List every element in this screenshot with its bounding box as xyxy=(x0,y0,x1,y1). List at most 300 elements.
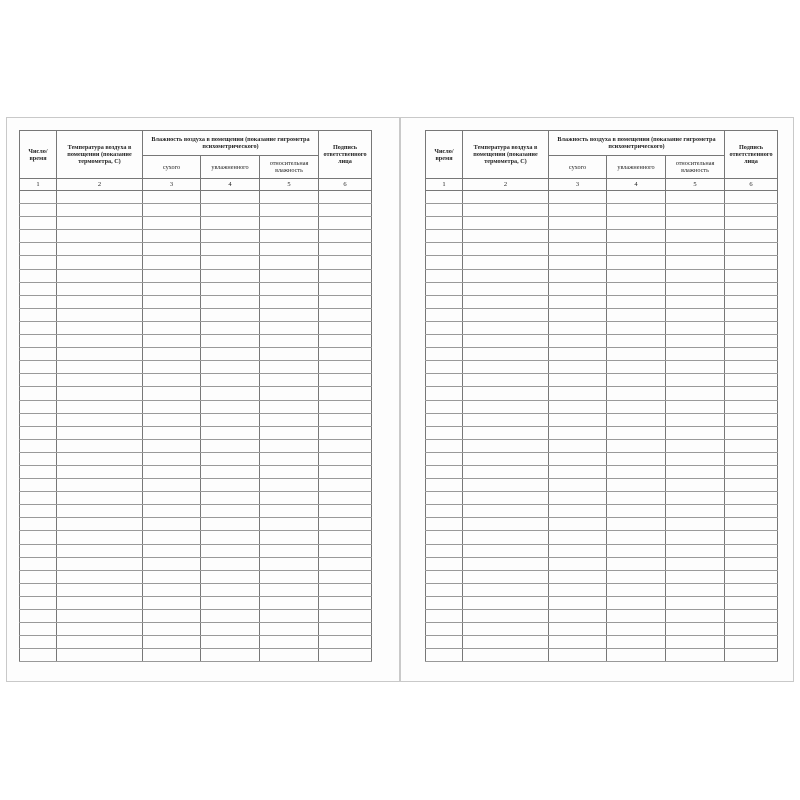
table-cell xyxy=(463,623,549,636)
table-cell xyxy=(666,400,725,413)
table-cell xyxy=(426,191,463,204)
table-row xyxy=(20,623,372,636)
table-cell xyxy=(463,531,549,544)
table-cell xyxy=(426,426,463,439)
table-cell xyxy=(607,531,666,544)
table-cell xyxy=(20,557,57,570)
table-cell xyxy=(426,217,463,230)
table-cell xyxy=(20,361,57,374)
table-cell xyxy=(725,230,778,243)
table-cell xyxy=(426,321,463,334)
table-cell xyxy=(426,256,463,269)
table-cell xyxy=(725,596,778,609)
table-cell xyxy=(201,623,260,636)
table-cell xyxy=(260,649,319,662)
table-cell xyxy=(143,649,201,662)
table-cell xyxy=(666,308,725,321)
table-cell xyxy=(143,335,201,348)
table-cell xyxy=(319,295,372,308)
table-cell xyxy=(260,583,319,596)
table-cell xyxy=(607,583,666,596)
table-cell xyxy=(666,492,725,505)
table-cell xyxy=(260,557,319,570)
table-cell xyxy=(725,492,778,505)
table-cell xyxy=(426,308,463,321)
table-cell xyxy=(319,452,372,465)
table-cell xyxy=(20,256,57,269)
table-cell xyxy=(426,544,463,557)
table-row xyxy=(426,282,778,295)
table-cell xyxy=(549,308,607,321)
table-cell xyxy=(143,413,201,426)
left-page xyxy=(6,117,400,682)
table-cell xyxy=(607,321,666,334)
table-cell xyxy=(607,269,666,282)
table-cell xyxy=(57,610,143,623)
table-cell xyxy=(426,361,463,374)
table-row xyxy=(426,243,778,256)
table-cell xyxy=(57,308,143,321)
table-cell xyxy=(57,636,143,649)
table-cell xyxy=(725,623,778,636)
table-cell xyxy=(549,217,607,230)
header-air-temperature: Температура воздуха в помещении (показание термометра, С) xyxy=(57,131,143,179)
table-cell xyxy=(143,308,201,321)
table-cell xyxy=(426,623,463,636)
table-row xyxy=(20,570,372,583)
table-cell xyxy=(463,295,549,308)
table-cell xyxy=(57,557,143,570)
table-cell xyxy=(260,256,319,269)
table-cell xyxy=(725,348,778,361)
table-row xyxy=(426,335,778,348)
table-cell xyxy=(260,191,319,204)
table-cell xyxy=(426,387,463,400)
table-cell xyxy=(607,243,666,256)
table-cell xyxy=(607,465,666,478)
table-row xyxy=(20,583,372,596)
column-number: 1 xyxy=(20,179,57,191)
table-cell xyxy=(319,518,372,531)
table-cell xyxy=(549,492,607,505)
table-cell xyxy=(666,413,725,426)
table-row xyxy=(20,426,372,439)
table-cell xyxy=(201,387,260,400)
table-cell xyxy=(201,335,260,348)
table-cell xyxy=(666,374,725,387)
table-cell xyxy=(426,557,463,570)
table-cell xyxy=(319,374,372,387)
table-cell xyxy=(725,204,778,217)
table-cell xyxy=(607,361,666,374)
table-cell xyxy=(201,518,260,531)
table-cell xyxy=(426,479,463,492)
table-cell xyxy=(143,269,201,282)
table-cell xyxy=(143,243,201,256)
table-cell xyxy=(463,308,549,321)
table-cell xyxy=(549,557,607,570)
table-cell xyxy=(319,636,372,649)
table-cell xyxy=(319,570,372,583)
header-date-time: Число/ время xyxy=(20,131,57,179)
table-cell xyxy=(666,518,725,531)
table-cell xyxy=(725,295,778,308)
table-cell xyxy=(201,204,260,217)
table-cell xyxy=(57,505,143,518)
table-cell xyxy=(426,596,463,609)
table-cell xyxy=(725,256,778,269)
table-cell xyxy=(20,230,57,243)
table-cell xyxy=(549,243,607,256)
table-cell xyxy=(20,610,57,623)
table-row xyxy=(426,452,778,465)
table-row xyxy=(20,518,372,531)
table-cell xyxy=(426,348,463,361)
table-cell xyxy=(463,479,549,492)
table-cell xyxy=(319,426,372,439)
table-cell xyxy=(260,426,319,439)
table-cell xyxy=(607,400,666,413)
table-cell xyxy=(666,204,725,217)
table-cell xyxy=(319,204,372,217)
table-cell xyxy=(463,348,549,361)
table-cell xyxy=(57,204,143,217)
table-cell xyxy=(607,649,666,662)
table-cell xyxy=(549,295,607,308)
table-cell xyxy=(319,217,372,230)
table-cell xyxy=(463,256,549,269)
table-row xyxy=(426,610,778,623)
table-cell xyxy=(607,413,666,426)
table-cell xyxy=(20,348,57,361)
table-cell xyxy=(260,295,319,308)
table-cell xyxy=(725,452,778,465)
table-cell xyxy=(725,557,778,570)
table-row xyxy=(426,230,778,243)
journal-table-right xyxy=(425,130,778,662)
table-cell xyxy=(319,583,372,596)
table-cell xyxy=(666,610,725,623)
table-cell xyxy=(260,596,319,609)
table-cell xyxy=(57,439,143,452)
table-cell xyxy=(319,191,372,204)
table-cell xyxy=(549,374,607,387)
table-cell xyxy=(725,374,778,387)
table-row xyxy=(426,387,778,400)
table-cell xyxy=(549,596,607,609)
table-cell xyxy=(319,321,372,334)
table-row xyxy=(20,492,372,505)
table-cell xyxy=(201,505,260,518)
table-cell xyxy=(607,505,666,518)
header-dry: сухого xyxy=(549,156,607,179)
table-cell xyxy=(463,243,549,256)
table-cell xyxy=(607,335,666,348)
table-cell xyxy=(20,204,57,217)
table-cell xyxy=(666,531,725,544)
table-cell xyxy=(725,400,778,413)
header-signature: Подпись ответственного лица xyxy=(725,131,778,179)
table-cell xyxy=(201,583,260,596)
table-cell xyxy=(549,269,607,282)
table-cell xyxy=(426,243,463,256)
table-cell xyxy=(260,518,319,531)
table-cell xyxy=(20,492,57,505)
table-cell xyxy=(201,282,260,295)
table-cell xyxy=(463,505,549,518)
table-cell xyxy=(463,570,549,583)
table-cell xyxy=(57,623,143,636)
table-cell xyxy=(319,505,372,518)
table-cell xyxy=(20,623,57,636)
table-cell xyxy=(549,256,607,269)
table-cell xyxy=(463,269,549,282)
table-cell xyxy=(666,570,725,583)
table-cell xyxy=(666,191,725,204)
table-row xyxy=(426,583,778,596)
table-cell xyxy=(725,479,778,492)
table-cell xyxy=(20,505,57,518)
table-cell xyxy=(463,583,549,596)
table-cell xyxy=(260,387,319,400)
table-cell xyxy=(607,570,666,583)
table-cell xyxy=(143,623,201,636)
table-cell xyxy=(607,387,666,400)
table-cell xyxy=(143,204,201,217)
table-cell xyxy=(143,400,201,413)
table-cell xyxy=(549,426,607,439)
table-row xyxy=(426,348,778,361)
table-cell xyxy=(201,531,260,544)
table-cell xyxy=(143,452,201,465)
table-cell xyxy=(549,452,607,465)
table-cell xyxy=(549,361,607,374)
table-cell xyxy=(201,636,260,649)
table-cell xyxy=(463,400,549,413)
table-cell xyxy=(20,583,57,596)
table-row xyxy=(426,217,778,230)
table-cell xyxy=(426,636,463,649)
table-cell xyxy=(725,387,778,400)
table-cell xyxy=(666,282,725,295)
table-cell xyxy=(666,465,725,478)
table-cell xyxy=(607,518,666,531)
table-cell xyxy=(319,557,372,570)
table-cell xyxy=(201,400,260,413)
table-row xyxy=(426,465,778,478)
table-cell xyxy=(725,583,778,596)
table-cell xyxy=(549,531,607,544)
table-cell xyxy=(20,479,57,492)
table-cell xyxy=(725,505,778,518)
table-row xyxy=(426,623,778,636)
table-cell xyxy=(20,452,57,465)
table-cell xyxy=(607,256,666,269)
table-cell xyxy=(57,282,143,295)
table-cell xyxy=(201,492,260,505)
table-cell xyxy=(260,335,319,348)
table-cell xyxy=(20,518,57,531)
table-cell xyxy=(426,610,463,623)
table-cell xyxy=(666,387,725,400)
table-cell xyxy=(143,361,201,374)
table-cell xyxy=(666,269,725,282)
table-cell xyxy=(143,348,201,361)
table-cell xyxy=(57,479,143,492)
table-cell xyxy=(607,426,666,439)
table-cell xyxy=(143,557,201,570)
table-cell xyxy=(143,465,201,478)
table-row xyxy=(20,282,372,295)
table-cell xyxy=(319,492,372,505)
table-row xyxy=(20,413,372,426)
table-cell xyxy=(57,335,143,348)
table-row xyxy=(20,439,372,452)
table-cell xyxy=(463,374,549,387)
table-cell xyxy=(201,544,260,557)
table-cell xyxy=(319,361,372,374)
table-cell xyxy=(426,204,463,217)
table-cell xyxy=(143,505,201,518)
table-cell xyxy=(57,256,143,269)
table-cell xyxy=(463,321,549,334)
table-cell xyxy=(20,596,57,609)
table-cell xyxy=(549,505,607,518)
table-cell xyxy=(57,361,143,374)
table-cell xyxy=(260,308,319,321)
table-cell xyxy=(666,230,725,243)
column-number: 2 xyxy=(57,179,143,191)
table-cell xyxy=(20,191,57,204)
table-cell xyxy=(725,217,778,230)
table-cell xyxy=(319,400,372,413)
table-cell xyxy=(57,492,143,505)
table-cell xyxy=(549,439,607,452)
table-cell xyxy=(319,243,372,256)
column-number: 4 xyxy=(607,179,666,191)
table-cell xyxy=(463,544,549,557)
table-row xyxy=(20,269,372,282)
table-cell xyxy=(725,308,778,321)
table-row xyxy=(426,295,778,308)
table-cell xyxy=(143,583,201,596)
table-cell xyxy=(319,282,372,295)
table-cell xyxy=(20,439,57,452)
table-cell xyxy=(549,204,607,217)
table-cell xyxy=(260,505,319,518)
table-cell xyxy=(666,583,725,596)
table-cell xyxy=(549,335,607,348)
table-row xyxy=(426,649,778,662)
table-cell xyxy=(463,452,549,465)
table-cell xyxy=(666,544,725,557)
table-cell xyxy=(549,413,607,426)
table-cell xyxy=(143,544,201,557)
table-cell xyxy=(549,465,607,478)
table-cell xyxy=(319,269,372,282)
table-cell xyxy=(260,269,319,282)
table-cell xyxy=(725,282,778,295)
table-cell xyxy=(260,217,319,230)
table-cell xyxy=(549,348,607,361)
table-cell xyxy=(549,230,607,243)
table-cell xyxy=(319,230,372,243)
table-cell xyxy=(319,479,372,492)
table-cell xyxy=(319,596,372,609)
table-cell xyxy=(57,518,143,531)
table-cell xyxy=(607,374,666,387)
table-cell xyxy=(201,321,260,334)
table-cell xyxy=(260,282,319,295)
table-cell xyxy=(463,282,549,295)
table-cell xyxy=(666,335,725,348)
table-cell xyxy=(201,570,260,583)
table-cell xyxy=(426,465,463,478)
table-cell xyxy=(666,596,725,609)
table-row xyxy=(426,256,778,269)
table-cell xyxy=(57,465,143,478)
table-cell xyxy=(725,243,778,256)
table-cell xyxy=(725,439,778,452)
header-humidity-group: Влажность воздуха в помещении (показание гигрометра психометрического) xyxy=(549,131,725,156)
table-row xyxy=(20,361,372,374)
table-cell xyxy=(319,649,372,662)
table-cell xyxy=(426,374,463,387)
table-cell xyxy=(666,636,725,649)
table-row xyxy=(20,544,372,557)
table-cell xyxy=(549,610,607,623)
column-number: 2 xyxy=(463,179,549,191)
table-cell xyxy=(57,570,143,583)
table-cell xyxy=(201,191,260,204)
table-cell xyxy=(463,361,549,374)
table-cell xyxy=(666,321,725,334)
table-cell xyxy=(549,282,607,295)
header-relative-humidity: относительная влажность xyxy=(666,156,725,179)
table-row xyxy=(426,321,778,334)
column-number: 4 xyxy=(201,179,260,191)
table-cell xyxy=(57,583,143,596)
table-cell xyxy=(607,623,666,636)
table-cell xyxy=(201,308,260,321)
journal-table-left xyxy=(19,130,372,662)
table-cell xyxy=(607,492,666,505)
table-row xyxy=(426,361,778,374)
table-cell xyxy=(20,465,57,478)
table-row xyxy=(426,439,778,452)
table-cell xyxy=(607,191,666,204)
table-cell xyxy=(20,282,57,295)
table-cell xyxy=(725,269,778,282)
table-cell xyxy=(260,204,319,217)
table-cell xyxy=(57,191,143,204)
table-cell xyxy=(607,204,666,217)
table-cell xyxy=(607,217,666,230)
table-cell xyxy=(57,400,143,413)
table-row xyxy=(20,295,372,308)
table-cell xyxy=(57,348,143,361)
table-cell xyxy=(666,439,725,452)
table-cell xyxy=(143,387,201,400)
table-row xyxy=(426,426,778,439)
table-cell xyxy=(260,413,319,426)
column-number: 5 xyxy=(666,179,725,191)
table-cell xyxy=(20,570,57,583)
table-cell xyxy=(319,531,372,544)
table-cell xyxy=(607,479,666,492)
table-row xyxy=(20,243,372,256)
table-cell xyxy=(549,544,607,557)
